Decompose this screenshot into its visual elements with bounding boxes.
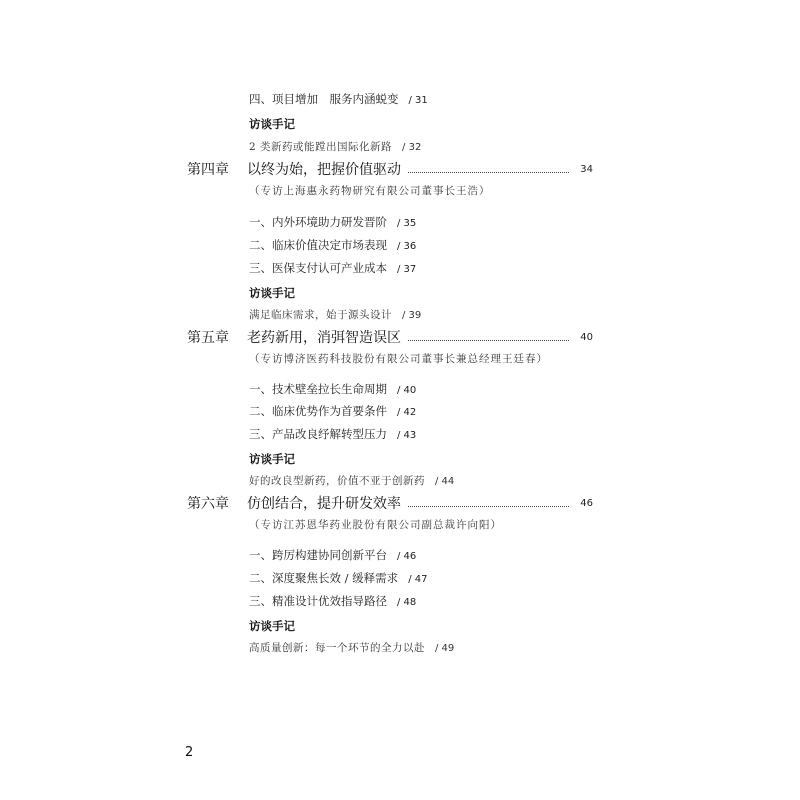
chapter-title: 以终为始，把握价值驱动 xyxy=(247,163,407,177)
chapter-heading xyxy=(187,497,593,513)
entry-page: / 36 xyxy=(397,241,417,252)
entry-title: 二、临床优势作为首要条件 xyxy=(249,404,387,418)
chapter-title: 仿创结合，提升研发效率 xyxy=(247,497,407,511)
toc-entry xyxy=(249,406,416,418)
chapter-number: 第六章 xyxy=(187,496,229,512)
entry-title: 满足临床需求，始于源头设计 xyxy=(249,309,392,321)
entry-page: / 31 xyxy=(408,95,428,106)
chapter-number: 第四章 xyxy=(187,162,229,178)
toc-entry xyxy=(249,643,454,654)
chapter-subtitle: （专访博济医药科技股份有限公司董事长兼总经理王廷春） xyxy=(249,353,548,365)
entry-title: 三、产品改良纾解转型压力 xyxy=(249,427,387,441)
toc-entry xyxy=(249,596,416,608)
entry-page: / 40 xyxy=(397,385,417,396)
interview-notes-heading: 访谈手记 xyxy=(249,117,295,131)
entry-page: / 48 xyxy=(397,597,417,608)
entry-page: / 43 xyxy=(397,430,417,441)
entry-page: / 35 xyxy=(397,218,417,229)
entry-title: 一、内外环境助力研发晋阶 xyxy=(249,215,387,229)
entry-title: 好的改良型新药，价值不亚于创新药 xyxy=(249,475,425,487)
toc-entry xyxy=(249,384,416,396)
toc-entry xyxy=(249,263,416,275)
page-number: 2 xyxy=(185,745,194,760)
chapter-title: 老药新用，消弭智造误区 xyxy=(247,331,407,345)
entry-title: 高质量创新：每一个环节的全力以赴 xyxy=(249,642,425,654)
chapter-heading xyxy=(187,163,593,179)
entry-page: / 37 xyxy=(397,264,417,275)
chapter-subtitle: （专访上海惠永药物研究有限公司董事长王浩） xyxy=(249,185,491,197)
entry-title: 三、精准设计优效指导路径 xyxy=(249,594,387,608)
chapter-page: 46 xyxy=(580,498,593,509)
toc-entry xyxy=(249,476,454,487)
toc-entry xyxy=(249,573,427,585)
entry-title: 2 类新药或能蹚出国际化新路 xyxy=(249,141,393,153)
chapter-subtitle: （专访江苏恩华药业股份有限公司副总裁许向阳） xyxy=(249,519,502,531)
toc-entry xyxy=(249,310,421,321)
entry-page: / 39 xyxy=(402,310,422,321)
interview-notes-heading: 访谈手记 xyxy=(249,619,295,633)
entry-title: 一、跨厉构建协同创新平台 xyxy=(249,548,387,562)
entry-page: / 32 xyxy=(402,142,422,153)
toc-entry xyxy=(249,142,421,153)
chapter-heading xyxy=(187,331,593,347)
entry-title: 三、医保支付认可产业成本 xyxy=(249,261,387,275)
entry-page: / 49 xyxy=(435,643,455,654)
chapter-page: 40 xyxy=(580,332,593,343)
interview-notes-heading: 访谈手记 xyxy=(249,286,295,300)
entry-page: / 46 xyxy=(397,551,417,562)
entry-page: / 42 xyxy=(397,407,417,418)
entry-page: / 47 xyxy=(408,574,428,585)
chapter-page: 34 xyxy=(580,164,593,175)
toc-entry xyxy=(249,429,416,441)
toc-entry xyxy=(249,94,428,106)
entry-page: / 44 xyxy=(435,476,455,487)
entry-title: 二、临床价值决定市场表现 xyxy=(249,238,387,252)
entry-title: 一、技术壁垒拉长生命周期 xyxy=(249,382,387,396)
interview-notes-heading: 访谈手记 xyxy=(249,452,295,466)
chapter-number: 第五章 xyxy=(187,330,229,346)
entry-title: 四、项目增加 服务内涵蜕变 xyxy=(249,92,399,106)
toc-entry xyxy=(249,240,416,252)
entry-title: 二、深度聚焦长效 / 缓释需求 xyxy=(249,571,399,585)
toc-entry xyxy=(249,217,416,229)
toc-entry xyxy=(249,550,416,562)
